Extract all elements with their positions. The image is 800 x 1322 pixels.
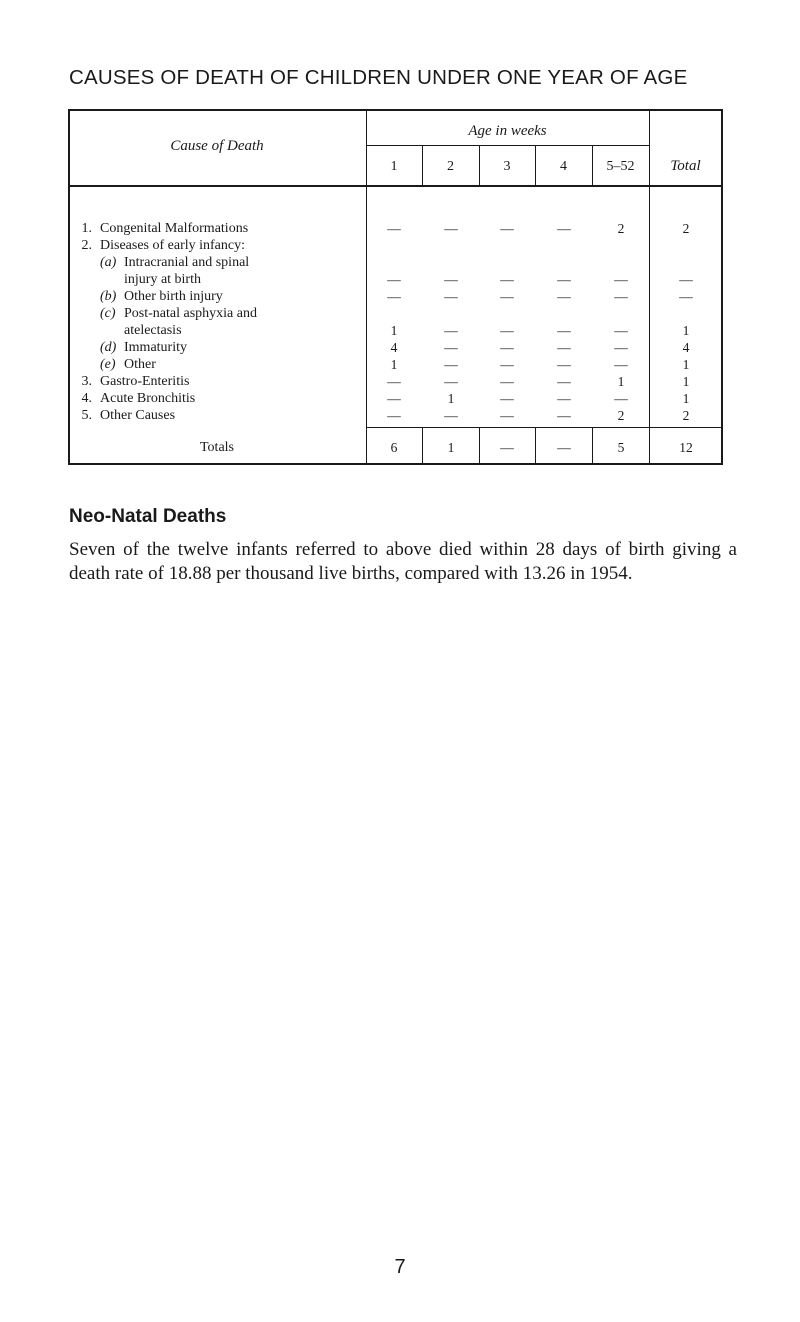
- age-col-header: 2: [447, 159, 454, 174]
- table-cell: —: [387, 374, 401, 389]
- col-1-2-rule-totals: [422, 427, 423, 465]
- table-cell: 1: [682, 391, 690, 406]
- table-cell: —: [557, 272, 571, 287]
- table-cell: 2: [682, 408, 690, 423]
- totals-cell: —: [500, 440, 514, 455]
- table-cell: —: [679, 289, 693, 304]
- sub-letter: (d): [100, 340, 117, 355]
- table-cell: 2: [617, 408, 625, 423]
- cause-label: Acute Bronchitis: [100, 391, 196, 406]
- table-cell: —: [444, 340, 458, 355]
- table-cell: —: [614, 323, 628, 338]
- table-cell: —: [500, 289, 514, 304]
- table-cell: —: [500, 408, 514, 423]
- table-cell: —: [500, 221, 514, 236]
- table-cell: —: [387, 221, 401, 236]
- sub-letter: (c): [100, 306, 116, 321]
- row-number: 5.: [81, 408, 92, 423]
- causes-of-death-table: [68, 109, 722, 464]
- table-bottom-rule: [68, 463, 722, 465]
- table-cell: —: [387, 272, 401, 287]
- cause-label: Gastro-Enteritis: [100, 374, 190, 389]
- cause-label: Immaturity: [124, 340, 187, 355]
- table-cell: —: [500, 391, 514, 406]
- age-col-header: 1: [390, 159, 398, 174]
- table-cell: —: [557, 323, 571, 338]
- table-cell: —: [614, 340, 628, 355]
- cause-label: injury at birth: [124, 272, 201, 287]
- table-cell: —: [387, 391, 401, 406]
- table-cell: 4: [682, 340, 690, 355]
- table-cell: —: [444, 374, 458, 389]
- totals-cell: 12: [679, 440, 693, 455]
- section-paragraph: Seven of the twelve infants referred to above died within 28 days of birth giving a death rate of 18.88 per thousand live births, compared with 13.26 in 1954.: [69, 539, 737, 584]
- table-cell: —: [679, 272, 693, 287]
- age-col-header: 4: [560, 159, 567, 174]
- sub-letter: (b): [100, 289, 117, 304]
- totals-cell: 1: [447, 440, 455, 455]
- cause-label: Other birth injury: [124, 289, 223, 304]
- table-top-rule: [68, 109, 722, 111]
- totals-cell: 6: [390, 440, 398, 455]
- table-cell: 1: [390, 357, 398, 372]
- table-cell: 1: [390, 323, 398, 338]
- row-number: 4.: [81, 391, 92, 406]
- total-header: Total: [670, 158, 701, 174]
- totals-top-rule: [366, 427, 722, 428]
- table-cell: —: [614, 272, 628, 287]
- table-cell: —: [557, 340, 571, 355]
- age-in-weeks-header: Age in weeks: [468, 123, 547, 139]
- table-cell: —: [444, 357, 458, 372]
- header-bottom-rule: [68, 185, 722, 187]
- table-cell: 2: [682, 221, 690, 236]
- table-cell: —: [557, 408, 571, 423]
- table-cell: 1: [682, 374, 690, 389]
- cause-label: Other Causes: [100, 408, 176, 423]
- table-cell: 4: [390, 340, 398, 355]
- cause-label: Congenital Malformations: [100, 221, 249, 236]
- col-3-4-rule-totals: [535, 427, 536, 465]
- table-cell: —: [614, 391, 628, 406]
- table-cell: 1: [447, 391, 455, 406]
- cause-label: Intracranial and spinal: [124, 255, 250, 270]
- row-number: 1.: [81, 221, 92, 236]
- totals-cell: —: [557, 440, 571, 455]
- cause-label: Other: [124, 357, 156, 372]
- table-cell: —: [557, 357, 571, 372]
- table-cell: 1: [617, 374, 625, 389]
- table-cell: —: [614, 289, 628, 304]
- table-cell: —: [444, 408, 458, 423]
- table-cell: —: [557, 391, 571, 406]
- cause-of-death-header: Cause of Death: [170, 138, 264, 154]
- age-col-header: 3: [503, 159, 511, 174]
- col-4-5-rule-totals: [592, 427, 593, 465]
- table-cell: —: [500, 340, 514, 355]
- table-cell: —: [557, 221, 571, 236]
- totals-label: Totals: [199, 440, 234, 455]
- table-cell: —: [444, 221, 458, 236]
- table-cell: —: [500, 357, 514, 372]
- col-2-3-rule-totals: [479, 427, 480, 465]
- table-cell: —: [500, 323, 514, 338]
- table-cell: —: [500, 272, 514, 287]
- table-cell: —: [557, 289, 571, 304]
- sub-letter: (a): [100, 255, 117, 270]
- table-cell: —: [500, 374, 514, 389]
- table-cell: —: [444, 289, 458, 304]
- table-cell: 2: [617, 221, 625, 236]
- table-cell: —: [614, 357, 628, 372]
- table-cell: —: [387, 289, 401, 304]
- table-cell: —: [444, 323, 458, 338]
- table-cell: —: [557, 374, 571, 389]
- table-cell: —: [387, 408, 401, 423]
- sub-letter: (e): [100, 357, 116, 372]
- cause-label: atelectasis: [124, 323, 182, 338]
- page-title: CAUSES OF DEATH OF CHILDREN UNDER ONE YEAR OF AGE: [69, 66, 688, 89]
- cause-label: Diseases of early infancy:: [100, 238, 245, 253]
- totals-cell: 5: [617, 440, 625, 455]
- table-cell: 1: [682, 357, 690, 372]
- row-number: 3.: [81, 374, 92, 389]
- cause-label: Post-natal asphyxia and: [124, 306, 257, 321]
- age-group-rule: [366, 145, 649, 146]
- row-number: 2.: [81, 238, 92, 253]
- section-heading: Neo-Natal Deaths: [69, 506, 227, 527]
- page-number: 7: [394, 1256, 406, 1278]
- age-col-header: 5–52: [606, 159, 635, 174]
- table-cell: —: [444, 272, 458, 287]
- table-cell: 1: [682, 323, 690, 338]
